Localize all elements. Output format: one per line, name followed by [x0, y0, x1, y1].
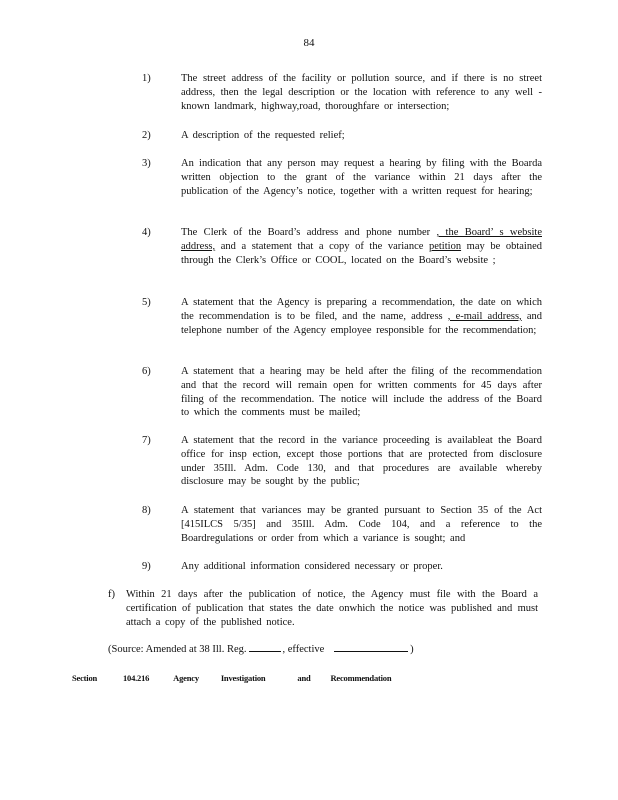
item-text: A statement that the record in the variance proceeding is availableat the Board office for insp ection, except those portions that are protected from disclosure under 35Ill. Adm. Code 130, and that procedures are available whereby disclosure may be sought by the public; — [181, 435, 542, 488]
paragraph-f — [108, 588, 538, 629]
blank-line — [334, 642, 408, 652]
item-number: 5) — [142, 297, 151, 308]
list-item — [142, 157, 542, 198]
item-number: 3) — [142, 158, 151, 169]
list-item — [142, 504, 542, 545]
section-heading: Section 104.216 Agency Investigation and Recommendation — [72, 673, 392, 683]
item-text: A statement that a hearing may be held after the filing of the recommendation and that the record will remain open for written comments for 45 days after filing of the recommendation. The notice will include the address of the Board to which the comments must be mailed; — [181, 366, 542, 419]
source-note: (Source: Amended at 38 Ill. Reg. , effective ) — [108, 644, 414, 655]
list-item — [142, 560, 542, 574]
item-number: 9) — [142, 561, 151, 572]
list-item — [142, 365, 542, 420]
inserted-text: petition — [428, 240, 462, 252]
inserted-text: , the Board’ s website address, — [181, 227, 542, 252]
paragraph-label: f) — [108, 589, 115, 600]
list-item — [142, 72, 542, 113]
inserted-text: , e-mail address, — [447, 310, 522, 322]
item-text: A statement that the Agency is preparing a recommendation, the date on which the recommendation is to be filed, and the name, address , e-mail address, and telephone number of the Agency employee responsible for the recommendation; — [181, 297, 542, 336]
item-number: 2) — [142, 130, 151, 141]
item-text: A statement that variances may be granted pursuant to Section 35 of the Act [415ILCS 5/35] and 35Ill. Adm. Code 104, and a reference to the Boardregulations or order from which a variance is sought; and — [181, 505, 542, 544]
item-number: 1) — [142, 73, 151, 84]
item-text: A description of the requested relief; — [181, 130, 345, 141]
list-item — [142, 434, 542, 489]
item-number: 7) — [142, 435, 151, 446]
list-item — [142, 296, 542, 337]
list-item — [142, 226, 542, 267]
item-text: Any additional information considered necessary or proper. — [181, 561, 443, 572]
page-number: 84 — [303, 37, 315, 49]
list-item — [142, 129, 542, 143]
item-text: The Clerk of the Board’s address and phone number , the Board’ s website address, and a statement that a copy of the variance petition may be obtained through the Clerk’s Office or COOL, located on the Board’s website ; — [181, 227, 542, 266]
item-number: 6) — [142, 366, 151, 377]
item-number: 4) — [142, 227, 151, 238]
paragraph-text: Within 21 days after the publication of notice, the Agency must file with the Board a certification of publication that states the date onwhich the notice was published and must attach a copy of the published notice. — [126, 589, 538, 628]
blank-line — [249, 642, 281, 652]
item-text: The street address of the facility or pollution source, and if there is no street address, then the legal description or the location with reference to any well -known landmark, highway,road, thoroughfare or intersection; — [181, 73, 542, 112]
item-text: An indication that any person may request a hearing by filing with the Boarda written objection to the grant of the variance within 21 days after the publication of the Agency’s notice, together with a written request for hearing; — [181, 158, 542, 197]
item-number: 8) — [142, 505, 151, 516]
